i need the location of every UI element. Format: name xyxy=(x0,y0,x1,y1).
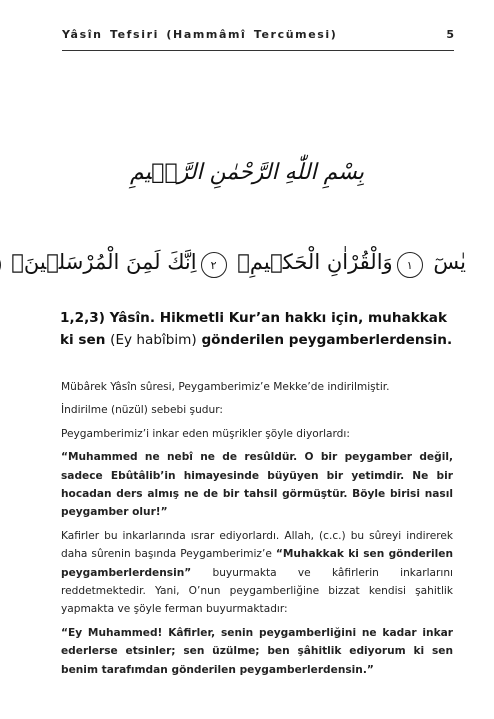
paragraph-4 xyxy=(61,527,453,619)
basmala-calligraphy xyxy=(106,160,388,202)
paragraph-4-c: buyurmakta ve kâfirlerin inkarlarını reddetmektedir. Yani, O’nun peygamberliğine bizzat kendisi şahitlik yapmakta ve şöyle ferman buyurmaktadır: xyxy=(61,566,453,616)
paragraph-4-quote: “Muhakkak ki sen gönderilen peygamberlerdensin” xyxy=(61,548,453,579)
ayah-marker-2: ٢ xyxy=(201,252,227,278)
ayah-3 xyxy=(0,250,197,279)
heading-part-3: gönderilen peygamberlerdensin. xyxy=(196,332,453,348)
quote-1: “Muhammed ne nebî ne de resûldür. O bir peygamber değil, sadece Ebûtâlib’in himayesinde büyüyen bir yetimdir. Ne bir hocadan ders almış ne de bir tahsil görmüştür. Böyle birisi nasıl peygamber olur!” xyxy=(61,451,453,519)
ayah-marker-3 xyxy=(0,252,1,278)
quote-2: “Ey Muhammed! Kâfirler, senin peygamberliğini ne kadar inkar ederlerse etsinler; sen üzülme; ben şâhitlik ediyorum ki sen benim tarafımdan gönderilen peygamberlerdensin.” xyxy=(61,626,453,676)
basmala-text: بِسْمِ اللّٰهِ الرَّحْمٰنِ الرَّح۪يمِ xyxy=(130,160,364,185)
ayah-3-text: اِنَّكَ لَمِنَ الْمُرْسَل۪ينَۙ xyxy=(11,249,197,274)
commentary-body xyxy=(61,378,453,679)
heading-part-2: (Ey habîbim) xyxy=(110,332,197,348)
verse-translation-heading xyxy=(60,307,458,351)
paragraph-4-a: Kafirler bu inkarlarında ısrar ediyorlardı. Allah, (c.c.) bu sûreyi indirerek daha sûrenin başında Peygamberimiz’e xyxy=(61,529,453,561)
header-rule xyxy=(62,50,454,51)
heading-part-1: 1,2,3) Yâsîn. Hikmetli Kur’an hakkı için, muhakkak ki sen xyxy=(60,310,448,348)
ayah-2 xyxy=(197,250,393,279)
paragraph-3: Peygamberimiz’i inkar eden müşrikler şöyle diyorlardı: xyxy=(61,427,350,440)
ayah-1 xyxy=(393,250,466,279)
ayah-marker-1: ١ xyxy=(397,252,423,278)
paragraph-1: Mübârek Yâsîn sûresi, Peygamberimiz’e Mekke’de indirilmiştir. xyxy=(61,381,390,393)
arabic-verses xyxy=(11,244,466,284)
header-title: Yâsîn Tefsiri (Hammâmî Tercümesi) xyxy=(62,28,338,41)
ayah-2-text: وَالْقُرْاٰنِ الْحَك۪يمِۙ xyxy=(237,249,393,274)
running-header xyxy=(62,28,454,48)
page-number: 5 xyxy=(446,28,454,41)
paragraph-2: İndirilme (nüzül) sebebi şudur: xyxy=(61,404,223,417)
ayah-1-text: يٰسٓ xyxy=(433,249,466,274)
